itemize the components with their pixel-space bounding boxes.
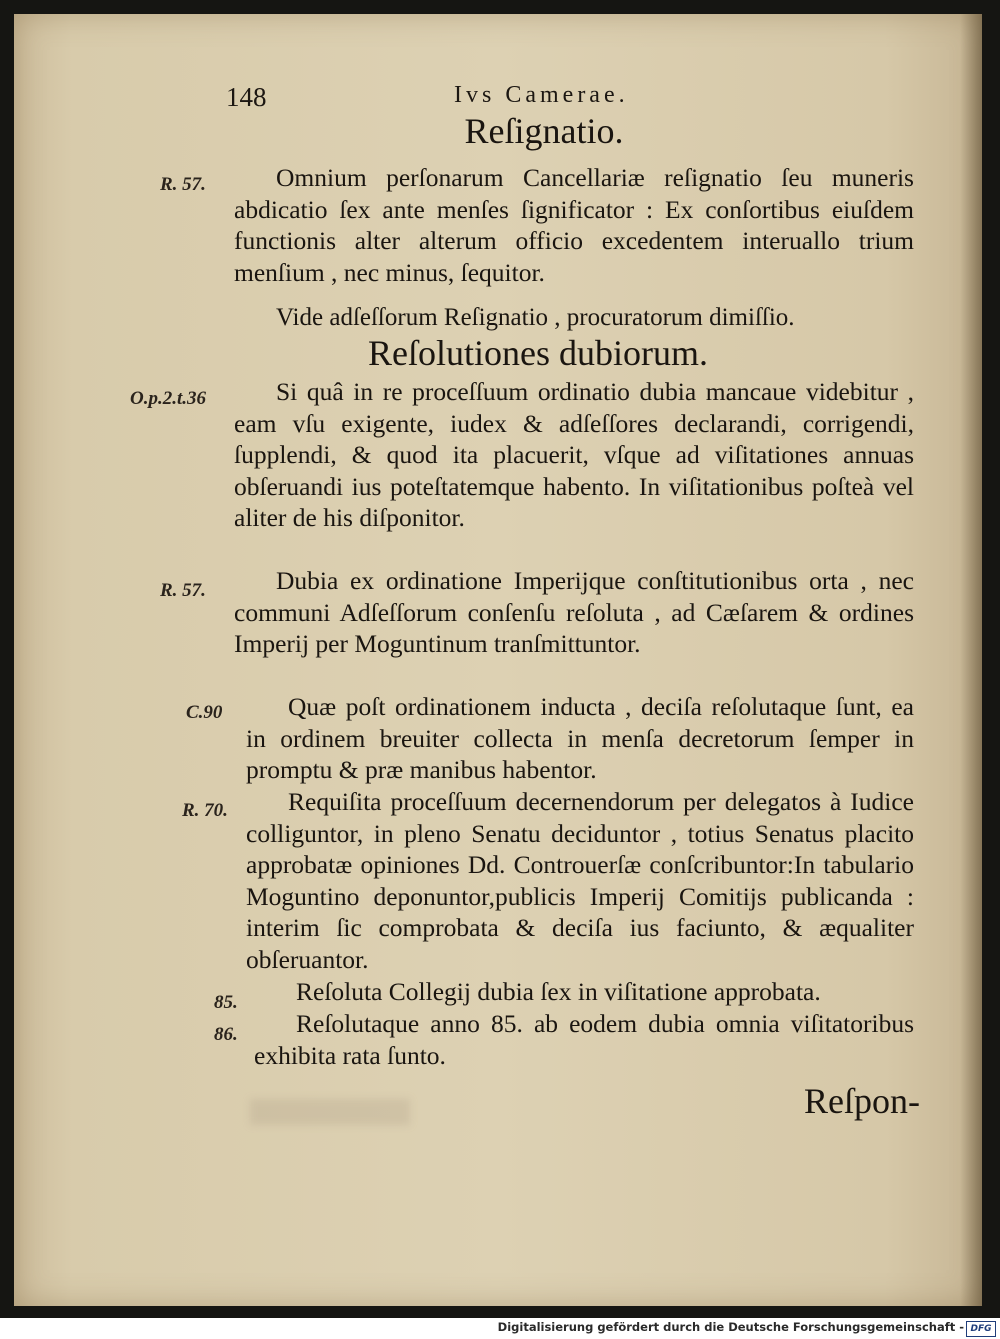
marginal-note: O.p.2.t.36 (130, 388, 206, 409)
footer-bar (0, 1318, 1000, 1339)
entry-text: Si quâ in re proceſſuum ordinatio dubia mancaue videbitur , eam vſu exigente, iudex & adſeſſores declarandi, corrigendi, ſupplendi, & quod ita placuerit, vſque ad viſitationes annuas obſeruandi ius poteſtatemque habento. In viſitationibus poſteà vel aliter de his diſponitor. (234, 377, 914, 532)
entry-text: Omnium perſonarum Cancellariæ reſignatio ſeu muneris abdicatio ſex ante menſes ſignificator : Ex conſortibus eiuſdem functionis alter alterum officio excedentem interuallo trium menſium , nec minus, ſequitor. (234, 163, 914, 287)
entry-text: Reſolutaque anno 85. ab eodem dubia omnia viſitatoribus exhibita rata ſunto. (254, 1009, 914, 1070)
entry-text: Reſoluta Collegij dubia ſex in viſitatione approbata. (296, 977, 821, 1006)
marginal-note: 85. (214, 992, 238, 1013)
catchword: Reſpon- (804, 1081, 920, 1121)
marginal-note: R. 57. (160, 580, 206, 601)
marginal-note: R. 57. (160, 174, 206, 195)
section-heading-resolutiones: Reſolutiones dubiorum. (368, 333, 708, 373)
marginal-note: R. 70. (182, 800, 228, 821)
see-also-line: Vide adſeſſorum Reſignatio , procuratorum dimiſſio. (276, 304, 795, 331)
footer-credit: Digitalisierung gefördert durch die Deutsche Forschungsgemeinschaft - (497, 1320, 964, 1334)
book-page (14, 14, 982, 1306)
entry-text: Dubia ex ordinatione Imperijque conſtitutionibus orta , nec communi Adſeſſorum conſenſu reſoluta , ad Cæſarem & ordines Imperij per Moguntinum tranſmittuntor. (234, 566, 914, 658)
entry-text: Requiſita proceſſuum decernendorum per delegatos à Iudice colliguntor, in pleno Senatu deciduntor , totius Senatus placito approbatæ opiniones Dd. Controuerſæ conſcribuntor:In tabulario Moguntino deponuntor,publicis Imperij Comitijs publicanda : interim ſic comprobata & deciſa ius faciunto, & æqualiter obſeruantor. (246, 787, 914, 974)
ink-bleed (250, 1099, 410, 1125)
marginal-note: 86. (214, 1024, 238, 1045)
dfg-logo-icon: DFG (966, 1321, 996, 1337)
page-number: 148 (226, 82, 267, 112)
marginal-note: C.90 (186, 702, 223, 723)
running-title: Ivs Camerae. (454, 82, 629, 108)
entry-text: Quæ poſt ordinationem inducta , deciſa reſolutaque ſunt, ea in ordinem breuiter collecta in menſa decretorum ſemper in promptu & præ manibus habentor. (246, 692, 914, 784)
section-heading-resignatio: Reſignatio. (464, 111, 624, 151)
